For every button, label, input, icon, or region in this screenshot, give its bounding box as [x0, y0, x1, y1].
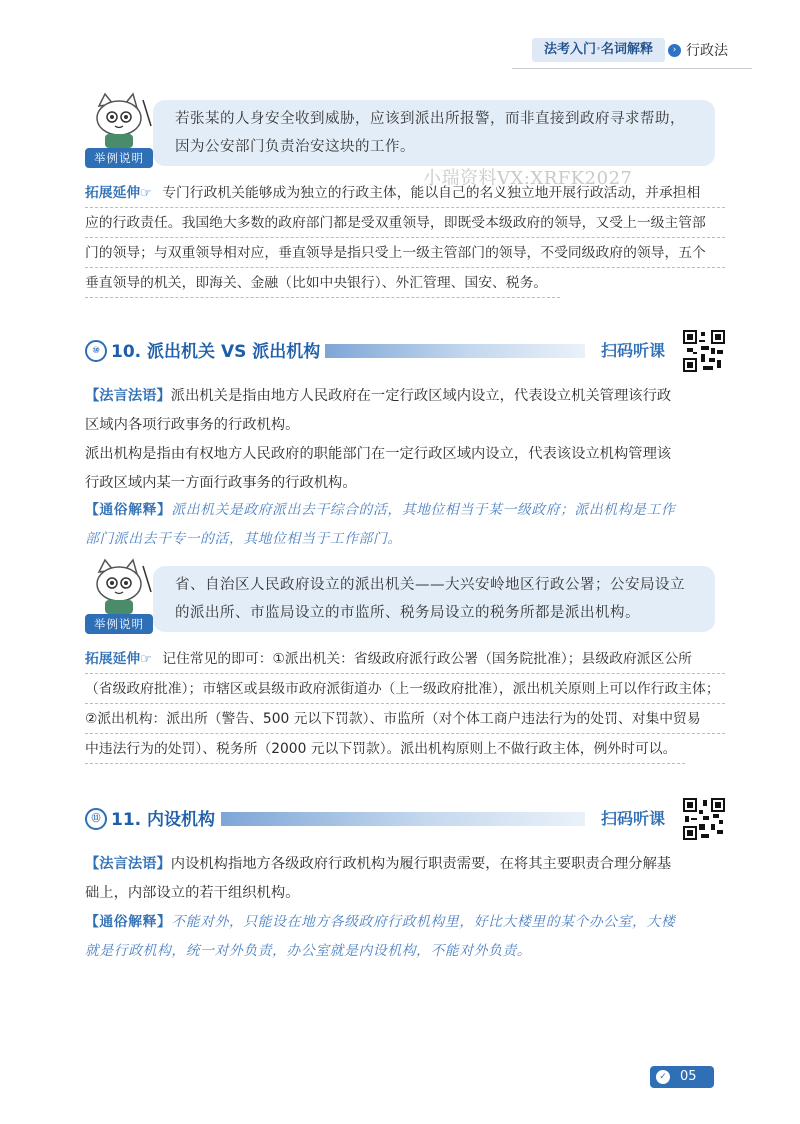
- extension-line: ②派出机构：派出所（警告、500 元以下罚款）、市监所（对个体工商户违法行为的处罚、对集中贸易: [85, 704, 725, 734]
- page-number: 05: [680, 1069, 697, 1084]
- law-line: 派出机构是指由有权地方人民政府的职能部门在一定行政区域内设立，代表该设立机构管理该: [85, 446, 672, 462]
- plain-line: 就是行政机构，统一对外负责，办公室就是内设机构，不能对外负责。: [85, 943, 532, 959]
- header-divider: [512, 68, 752, 69]
- section-badge-icon: ⑩: [85, 340, 107, 362]
- example-tag: 举例说明: [85, 614, 153, 634]
- plain-explanation-10: [85, 496, 725, 554]
- section-badge-icon: ⑪: [85, 808, 107, 830]
- law-text: 派出机关是指由地方人民政府在一定行政区域内设立，代表设立机关管理该行政: [170, 388, 672, 404]
- law-label: 【法言法语】: [85, 388, 171, 404]
- law-line: [85, 382, 725, 411]
- check-circle-icon: ✓: [656, 1070, 670, 1084]
- law-line: 础上，内部设立的若干组织机构。: [85, 885, 300, 901]
- qr-code-icon[interactable]: [683, 798, 725, 840]
- header-separator: ·: [596, 42, 601, 57]
- example-line: 若张某的人身安全收到威胁，应该到派出所报警，而非直接到政府寻求帮助，: [175, 111, 685, 127]
- plain-text: 派出机关是政府派出去干综合的活，其地位相当于某一级政府；派出机构是工作: [171, 502, 676, 518]
- header-section: 名词解释: [600, 42, 653, 57]
- law-line: [85, 850, 725, 879]
- extension-line: [85, 178, 725, 208]
- law-line: 行政区域内某一方面行政事务的行政机构。: [85, 475, 357, 491]
- watermark: 小瑞资料VX:XRFK2027: [423, 168, 633, 189]
- extension-line: 应的行政责任。我国绝大多数的政府部门都是受双重领导，即既受本级政府的领导，又受上一级主管部: [85, 208, 725, 238]
- extension-tag: 拓展延伸: [85, 185, 141, 201]
- plain-text: 不能对外，只能设在地方各级政府行政机构里，好比大楼里的某个办公室，大楼: [171, 914, 676, 930]
- plain-label: 【通俗解释】: [85, 502, 172, 518]
- plain-explanation-11: [85, 908, 725, 966]
- section-title: 10. 派出机关 VS 派出机构: [111, 342, 321, 362]
- plain-line: [85, 908, 725, 937]
- example-text-2: [175, 571, 695, 627]
- extension-text: 专门行政机关能够成为独立的行政主体，能以自己的名义独立地开展行政活动，并承担相: [162, 185, 701, 201]
- plain-line: 部门派出去干专一的活，其地位相当于工作部门。: [85, 531, 402, 547]
- extension-text: 记住常见的即可：①派出机关：省级政府派行政公署（国务院批准）；县级政府派区公所: [162, 651, 692, 667]
- law-text: 内设机构指地方各级政府行政机构为履行职责需要，在将其主要职责合理分解基: [170, 856, 672, 872]
- example-tag: 举例说明: [85, 148, 153, 168]
- header-book: 法考入门: [544, 42, 597, 57]
- extension-block-1: [85, 178, 725, 298]
- section-title: 11. 内设机构: [111, 810, 216, 830]
- extension-line: （省级政府批准）；市辖区或县级市政府派街道办（上一级政府批准），派出机关原则上可以作行政主体；: [85, 674, 725, 704]
- qr-code-icon[interactable]: [683, 330, 725, 372]
- law-line: 区域内各项行政事务的行政机构。: [85, 417, 300, 433]
- page-number-badge: [650, 1066, 714, 1088]
- plain-label: 【通俗解释】: [85, 914, 172, 930]
- example-line: 省、自治区人民政府设立的派出机关——大兴安岭地区行政公署；公安局设立: [175, 577, 685, 593]
- header-arrow-icon: ›: [668, 44, 681, 57]
- example-line: 的派出所、市监局设立的市监所、税务局设立的税务所都是派出机构。: [175, 605, 640, 621]
- section-bar: [325, 344, 585, 358]
- extension-line: 中违法行为的处罚）、税务所（2000 元以下罚款）。派出机构原则上不做行政主体，例外时可以。: [85, 734, 685, 764]
- scan-label: 扫码听课: [600, 809, 665, 828]
- section-bar: [221, 812, 585, 826]
- pointing-hand-icon: ☞: [140, 652, 152, 667]
- section-header-11: [85, 798, 725, 842]
- extension-block-2: [85, 644, 725, 764]
- scan-label: 扫码听课: [600, 341, 665, 360]
- law-paragraph-10: [85, 382, 725, 498]
- extension-line: 门的领导；与双重领导相对应，垂直领导是指只受上一级主管部门的领导，不受同级政府的领导，五个: [85, 238, 725, 268]
- law-paragraph-11: [85, 850, 725, 908]
- example-text-1: [175, 105, 695, 161]
- extension-line: 垂直领导的机关，即海关、金融（比如中央银行）、外汇管理、国安、税务。: [85, 268, 560, 298]
- header-book-label: [532, 38, 665, 62]
- pointing-hand-icon: ☞: [140, 186, 152, 201]
- section-header-10: [85, 330, 725, 374]
- header-subject: 行政法: [686, 43, 728, 59]
- example-box-2: [85, 566, 715, 632]
- example-box-1: [85, 100, 715, 166]
- example-line: 因为公安部门负责治安这块的工作。: [175, 139, 415, 155]
- extension-tag: 拓展延伸: [85, 651, 141, 667]
- plain-line: [85, 496, 725, 525]
- extension-line: [85, 644, 725, 674]
- law-label: 【法言法语】: [85, 856, 171, 872]
